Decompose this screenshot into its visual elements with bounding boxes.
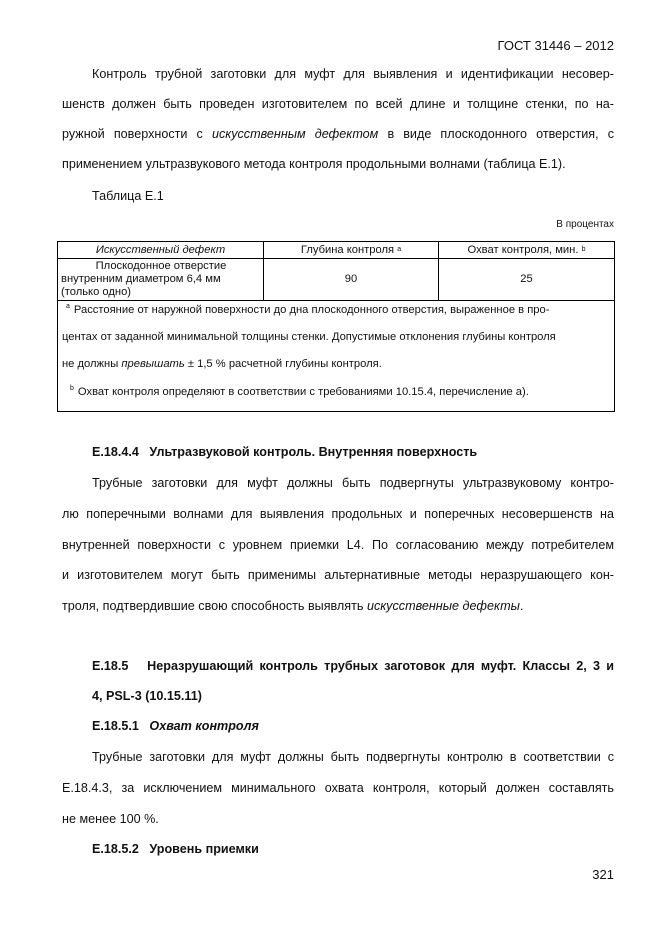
intro-line-3: ружной поверхности с искусственным дефектом в виде плоскодонного отверстия, с [62, 127, 614, 141]
header-depth: Глубина контроля a [264, 242, 439, 258]
e1844-line-2: лю поперечными волнами для выявления продольных и поперечных несовершенств на [62, 507, 614, 521]
defect-table [57, 241, 615, 412]
e1844-line-1: Трубные заготовки для муфт должны быть подвергнуты ультразвуковому контро- [92, 476, 614, 490]
note-a-line-2: центах от заданной минимальной толщины стенки. Допустимые отклонения глубины контроля [62, 331, 556, 343]
e1851-line-2: Е.18.4.3, за исключением минимального охвата контроля, который должен составлять [62, 781, 614, 795]
table-notes [58, 301, 614, 411]
note-b: $^b$ Охват контроля определяют в соответствии с требованиями 10.15.4, перечисление а). [70, 385, 529, 398]
header-defect: Искусственный дефект [58, 242, 264, 258]
table-units: В процентах [556, 219, 614, 230]
note-a-line-3: не должны превышать ± 1,5 % расчетной глубины контроля. [62, 358, 382, 370]
section-e1851-heading: Е.18.5.1 Охват контроля [92, 719, 259, 733]
e1844-line-5: троля, подтвердившие свою способность выявлять искусственные дефекты. [62, 599, 524, 613]
table-header-row [58, 242, 614, 259]
e1851-line-3: не менее 100 %. [62, 812, 159, 826]
e1851-line-1: Трубные заготовки для муфт должны быть подвергнуты контролю в соответствии с [92, 750, 614, 764]
section-e1844-heading: Е.18.4.4 Ультразвуковой контроль. Внутренняя поверхность [92, 445, 478, 459]
e1844-line-4: и изготовителем могут быть применимы альтернативные методы неразрушающего кон- [62, 568, 614, 582]
note-a-line-1: $^a$ Расстояние от наружной поверхности до дна плоскодонного отверстия, выраженное в про- [66, 303, 550, 316]
section-e185-heading-line-1: Е.18.5 Неразрушающий контроль трубных заготовок для муфт. Классы 2, 3 и [92, 659, 614, 673]
section-e1852-heading: Е.18.5.2 Уровень приемки [92, 842, 259, 856]
cell-defect: Плоскодонное отверстие внутренним диаметром 6,4 мм (только одно) [58, 258, 264, 300]
e1844-line-3: внутренней поверхности с уровнем приемки L4. По согласованию между потребителем [62, 538, 614, 552]
cell-depth: 90 [264, 258, 439, 300]
page-number: 321 [592, 867, 614, 882]
document-id: ГОСТ 31446 – 2012 [497, 38, 614, 53]
table-caption: Таблица Е.1 [92, 189, 164, 203]
section-e185-heading-line-2: 4, PSL-3 (10.15.11) [92, 689, 202, 703]
intro-line-4: применением ультразвукового метода контроля продольными волнами (таблица Е.1). [62, 157, 566, 171]
cell-coverage: 25 [520, 273, 533, 285]
intro-line-1: Контроль трубной заготовки для муфт для выявления и идентификации несовер- [92, 67, 614, 81]
header-coverage: Охват контроля, мин. b [467, 244, 586, 256]
intro-line-2: шенств должен быть проведен изготовителем по всей длине и толщине стенки, по на- [62, 97, 614, 111]
table-row [58, 258, 614, 301]
